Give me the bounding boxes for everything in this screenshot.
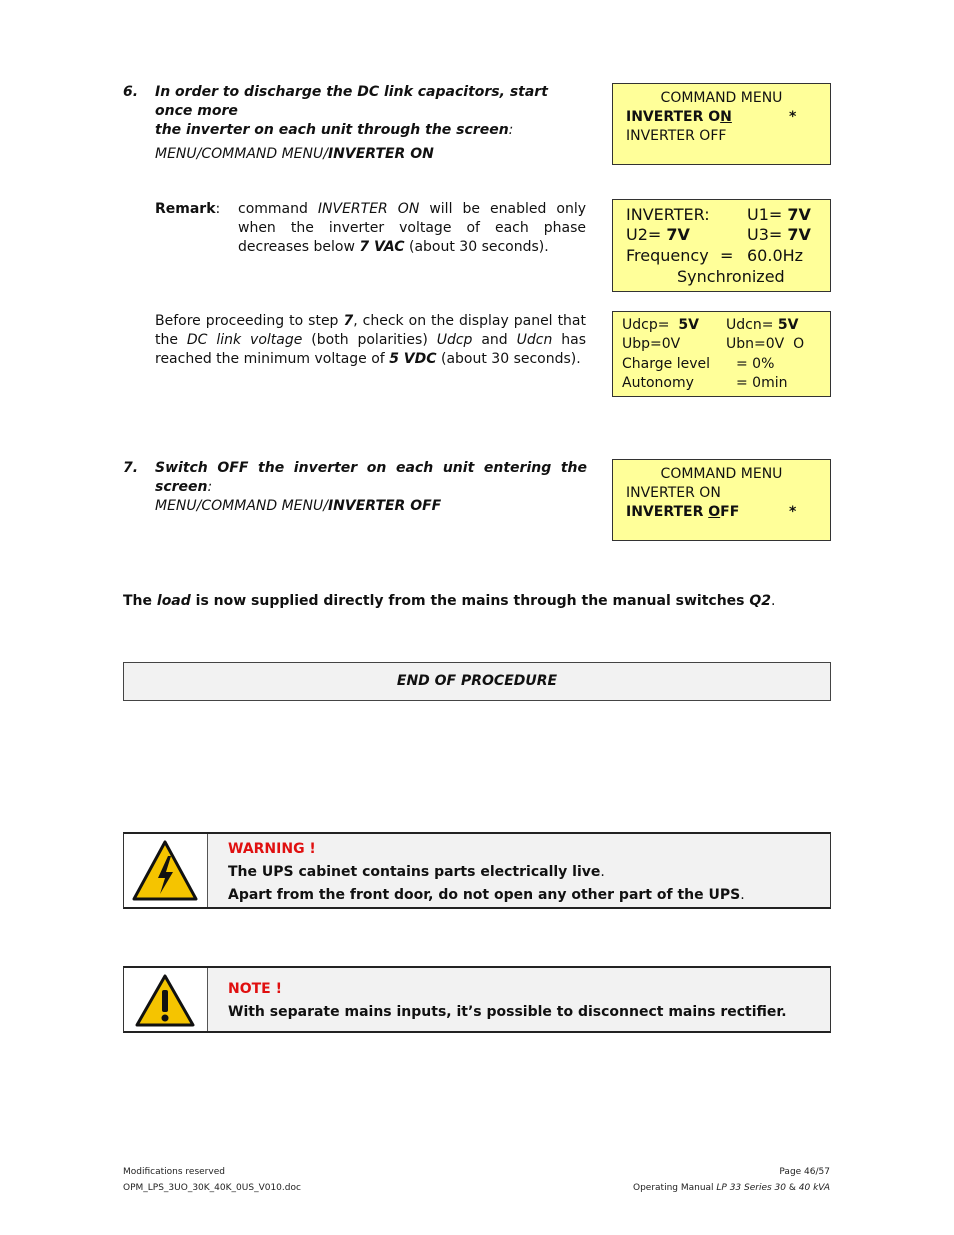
lcd3-udcn-label: Udcn= [726, 317, 774, 333]
step7-number: 7. [123, 460, 139, 476]
lcd3-ubn [726, 335, 804, 354]
step7-path: MENU/COMMAND MENU/ [155, 498, 328, 514]
remark-text-c: will be enabled only when the inverter voltage of each phase decreases below [238, 201, 586, 255]
load-e: . [771, 593, 776, 609]
step6-line2: the inverter on each unit through the screen [155, 122, 509, 138]
lcd4-item-off-c: FF [720, 504, 740, 520]
remark-text-d: 7 VAC [359, 239, 405, 255]
step6-path: MENU/COMMAND MENU/ [155, 146, 328, 162]
lcd1-item-on [626, 108, 732, 127]
warning-icon-cell [124, 834, 208, 907]
lcd2-inverter: INVERTER: [626, 205, 710, 224]
warning-line1-end: . [600, 864, 605, 880]
note-box [123, 966, 831, 1033]
before-proceeding-text [155, 312, 586, 369]
before-i: has reached the minimum voltage of [155, 332, 586, 367]
lcd2-u2-value: 7V [666, 225, 690, 244]
lcd4-item-off [626, 503, 739, 522]
lcd2-frequency-label: Frequency [626, 246, 709, 265]
lcd2-u1-label: U1= [747, 205, 783, 224]
footer-manual-title [633, 1182, 830, 1194]
remark-text-a: command [238, 201, 318, 217]
note-icon-cell [124, 968, 208, 1031]
lcd1-item-on-a: INVERTER O [626, 109, 721, 125]
lcd2-frequency-value: 60.0Hz [747, 246, 804, 265]
load-b: load [156, 593, 191, 609]
footer-manual-d: 40 kVA [798, 1183, 830, 1193]
lcd2-sync-status: Synchronized [677, 267, 785, 286]
warning-title: WARNING ! [228, 841, 316, 857]
lcd1-item-off: INVERTER OFF [626, 128, 727, 144]
lcd3-ubn-flag: O [793, 336, 805, 352]
lcd2-u2-label: U2= [626, 225, 662, 244]
lcd3-ubp: Ubp=0V [622, 336, 681, 352]
remark-label: Remark [155, 201, 216, 217]
before-c: , check on the display panel that the [155, 313, 586, 348]
lcd4-item-off-a: INVERTER [626, 504, 709, 520]
warning-line2-end: . [740, 887, 745, 903]
step6-colon: : [508, 122, 514, 138]
note-line1: With separate mains inputs, it’s possible to disconnect mains rectifier. [228, 1004, 787, 1020]
lcd3-autonomy-label: Autonomy [622, 375, 694, 391]
step6-line1: In order to discharge the DC link capacitors, start once more [155, 84, 548, 119]
remark-text-e: (about 30 seconds). [404, 239, 549, 255]
lcd4-title: COMMAND MENU [660, 466, 783, 482]
footer-filename: OPM_LPS_3UO_30K_40K_0US_V010.doc [123, 1183, 301, 1193]
step6-text [155, 83, 587, 164]
lcd2-u2 [626, 225, 690, 245]
footer-page-number: Page 46/57 [779, 1167, 830, 1177]
remark-text-b: INVERTER ON [317, 201, 420, 217]
lcd4-selection-mark: * [789, 504, 797, 520]
lcd1-item-on-cursor: N [720, 109, 732, 125]
footer-left [123, 1166, 301, 1194]
lcd4-item-on: INVERTER ON [626, 485, 721, 501]
footer-manual-a: Operating Manual [632, 1183, 717, 1193]
lcd3-udcn-value: 5V [777, 317, 799, 333]
lcd-dc-link-status [612, 311, 831, 397]
step7-path-target: INVERTER OFF [327, 498, 442, 514]
lcd-command-menu-on [612, 83, 831, 165]
warning-line2: Apart from the front door, do not open any other part of the UPS [228, 887, 741, 903]
lcd1-selection-mark: * [789, 109, 797, 125]
warning-line1: The UPS cabinet contains parts electrically live [228, 864, 601, 880]
lcd3-autonomy-value: = 0min [736, 375, 788, 391]
lcd2-u3-label: U3= [747, 225, 783, 244]
before-a: Before proceeding to step [155, 313, 344, 329]
lcd2-u1 [747, 205, 811, 225]
load-supply-statement [123, 592, 775, 611]
lcd2-u3 [747, 225, 811, 245]
warning-box [123, 832, 831, 909]
load-c: is now supplied directly from the mains through the manual switches [190, 593, 750, 609]
lcd3-udcp [622, 316, 699, 335]
before-j: 5 VDC [389, 351, 437, 367]
lcd4-item-off-cursor: O [708, 504, 721, 520]
remark-label-wrap [155, 200, 220, 219]
exclamation-warning-icon [124, 968, 207, 1031]
before-g: and [472, 332, 517, 348]
lcd3-udcp-label: Udcp= [622, 317, 670, 333]
before-b: 7 [343, 313, 354, 329]
footer-manual-b: LP 33 Series 30 [716, 1183, 787, 1193]
lcd1-title: COMMAND MENU [660, 90, 783, 106]
lcd-command-menu-off [612, 459, 831, 541]
lcd2-frequency-eq: = [720, 246, 734, 265]
before-e: (both polarities) [302, 332, 437, 348]
lcd2-u3-value: 7V [787, 225, 811, 244]
load-a: The [123, 593, 157, 609]
remark-colon: : [215, 201, 221, 217]
step7-text [155, 459, 587, 516]
step7-line1: Switch OFF the inverter on each unit entering the screen [155, 460, 587, 495]
lcd3-charge-value: = 0% [736, 356, 775, 372]
footer-modifications: Modifications reserved [123, 1167, 225, 1177]
before-d: DC link voltage [186, 332, 303, 348]
footer-right [633, 1166, 830, 1194]
footer-manual-c: & [786, 1183, 799, 1193]
lcd3-udcp-value: 5V [678, 317, 699, 333]
before-k: (about 30 seconds). [436, 351, 581, 367]
before-f: Udcp [436, 332, 473, 348]
before-h: Udcn [516, 332, 553, 348]
remark-text [238, 200, 586, 257]
end-of-procedure-box: END OF PROCEDURE [123, 662, 831, 701]
load-d: Q2 [749, 593, 772, 609]
lcd2-u1-value: 7V [787, 205, 811, 224]
warning-content [228, 838, 745, 907]
electrical-hazard-icon [124, 834, 207, 907]
step6-number: 6. [123, 84, 139, 100]
lcd3-ubn-value: Ubn=0V [726, 336, 785, 352]
step6-path-target: INVERTER ON [327, 146, 434, 162]
lcd3-udcn [726, 316, 798, 335]
step7-colon: : [207, 479, 213, 495]
lcd3-charge-label: Charge level [622, 356, 710, 372]
note-title: NOTE ! [228, 981, 282, 997]
note-content [228, 978, 787, 1024]
lcd-inverter-status [612, 199, 831, 292]
